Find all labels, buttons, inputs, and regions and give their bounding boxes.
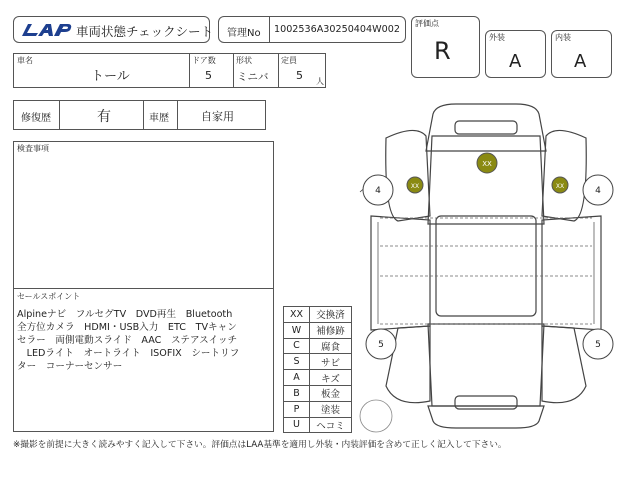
mark-right-pillar-text: XX xyxy=(555,183,565,190)
legend-code: P xyxy=(284,401,310,417)
capacity-value: 5 xyxy=(296,69,303,82)
legend-meaning: キズ xyxy=(310,370,352,386)
sales-points-label: セールスポイント xyxy=(17,292,81,301)
inspection-box xyxy=(13,141,274,432)
legend-code: W xyxy=(284,322,310,338)
inspection-label: 検査事項 xyxy=(17,144,49,153)
legend-code: B xyxy=(284,385,310,401)
tire-front-right xyxy=(583,175,613,205)
vehicle-info-row xyxy=(13,53,326,88)
vehicle-name: トール xyxy=(91,69,130,84)
legend-meaning: 板金 xyxy=(310,385,352,401)
car-diagram xyxy=(356,96,616,436)
footer-note: ※撮影を前提に大きく読みやすく記入して下さい。評価点はLAA基準を適用し外装・内装評価を含めて正しく記入して下さい。 xyxy=(13,440,507,450)
doors-value: 5 xyxy=(205,69,212,82)
legend-meaning: サビ xyxy=(310,354,352,370)
legend-row xyxy=(284,307,352,323)
legend-row xyxy=(284,322,352,338)
header-box xyxy=(13,16,214,43)
legend-row xyxy=(284,354,352,370)
repair-label: 修復歴 xyxy=(21,113,51,124)
tire-rear-right xyxy=(583,329,613,359)
tire-rear-left xyxy=(366,329,396,359)
interior-box xyxy=(551,30,612,78)
logo-icon xyxy=(20,22,72,38)
use-value: 自家用 xyxy=(201,110,234,123)
interior-label: 内装 xyxy=(555,33,571,42)
legend-code: A xyxy=(284,370,310,386)
legend-meaning: 補修跡 xyxy=(310,322,352,338)
legend-row xyxy=(284,417,352,433)
legend-meaning: 腐食 xyxy=(310,338,352,354)
doors-label: ドア数 xyxy=(192,56,216,65)
damage-code-legend xyxy=(283,306,352,433)
score-box xyxy=(411,16,480,78)
tire-front-left xyxy=(363,175,393,205)
shape-value: ミニバ xyxy=(237,71,269,83)
history-row xyxy=(13,100,266,130)
exterior-value: A xyxy=(509,51,522,72)
legend-row xyxy=(284,385,352,401)
score-label: 評価点 xyxy=(415,19,439,28)
legend-row xyxy=(284,338,352,354)
legend-meaning: 塗装 xyxy=(310,401,352,417)
exterior-box xyxy=(485,30,546,78)
mark-right-pillar xyxy=(552,177,568,193)
legend-code: U xyxy=(284,417,310,433)
use-label: 車歴 xyxy=(149,113,169,124)
legend-row xyxy=(284,370,352,386)
sales-points-text: Alpineナビ フルセグTV DVD再生 Bluetooth 全方位カメラ HDMI・USB入力 ETC TVキャン セラー 両側電動スライド AAC ステアスイッチ LEDライト オートライト ISOFIX シートリフ ター コーナーセンサー xyxy=(17,309,240,372)
legend-code: C xyxy=(284,338,310,354)
tire-rear-left-value: 5 xyxy=(378,340,384,350)
score-value: R xyxy=(434,37,451,65)
tire-rear-right-value: 5 xyxy=(595,340,601,350)
legend-row xyxy=(284,401,352,417)
shape-label: 形状 xyxy=(236,56,252,65)
exterior-label: 外装 xyxy=(489,33,505,42)
spare-tire xyxy=(360,400,392,432)
mark-roof-text: XX xyxy=(482,160,492,168)
mark-roof xyxy=(477,153,497,173)
legend-code: XX xyxy=(284,307,310,323)
mark-left-pillar xyxy=(407,177,423,193)
legend-code: S xyxy=(284,354,310,370)
repair-value: 有 xyxy=(97,109,111,125)
mark-left-pillar-text: XX xyxy=(410,183,420,190)
mgmt-box xyxy=(218,16,406,43)
mgmt-number: 1002536A30250404W002 xyxy=(274,24,400,35)
legend-meaning: 交換済 xyxy=(310,307,352,323)
interior-value: A xyxy=(574,51,587,72)
capacity-unit: 人 xyxy=(316,77,324,86)
name-label: 車名 xyxy=(17,56,33,65)
tire-front-left-value: 4 xyxy=(375,186,381,196)
legend-meaning: ヘコミ xyxy=(310,417,352,433)
sheet-title: 車両状態チェックシート xyxy=(76,24,214,39)
capacity-label: 定員 xyxy=(281,56,297,65)
mgmt-label: 管理No xyxy=(227,28,261,39)
tire-front-right-value: 4 xyxy=(595,186,601,196)
